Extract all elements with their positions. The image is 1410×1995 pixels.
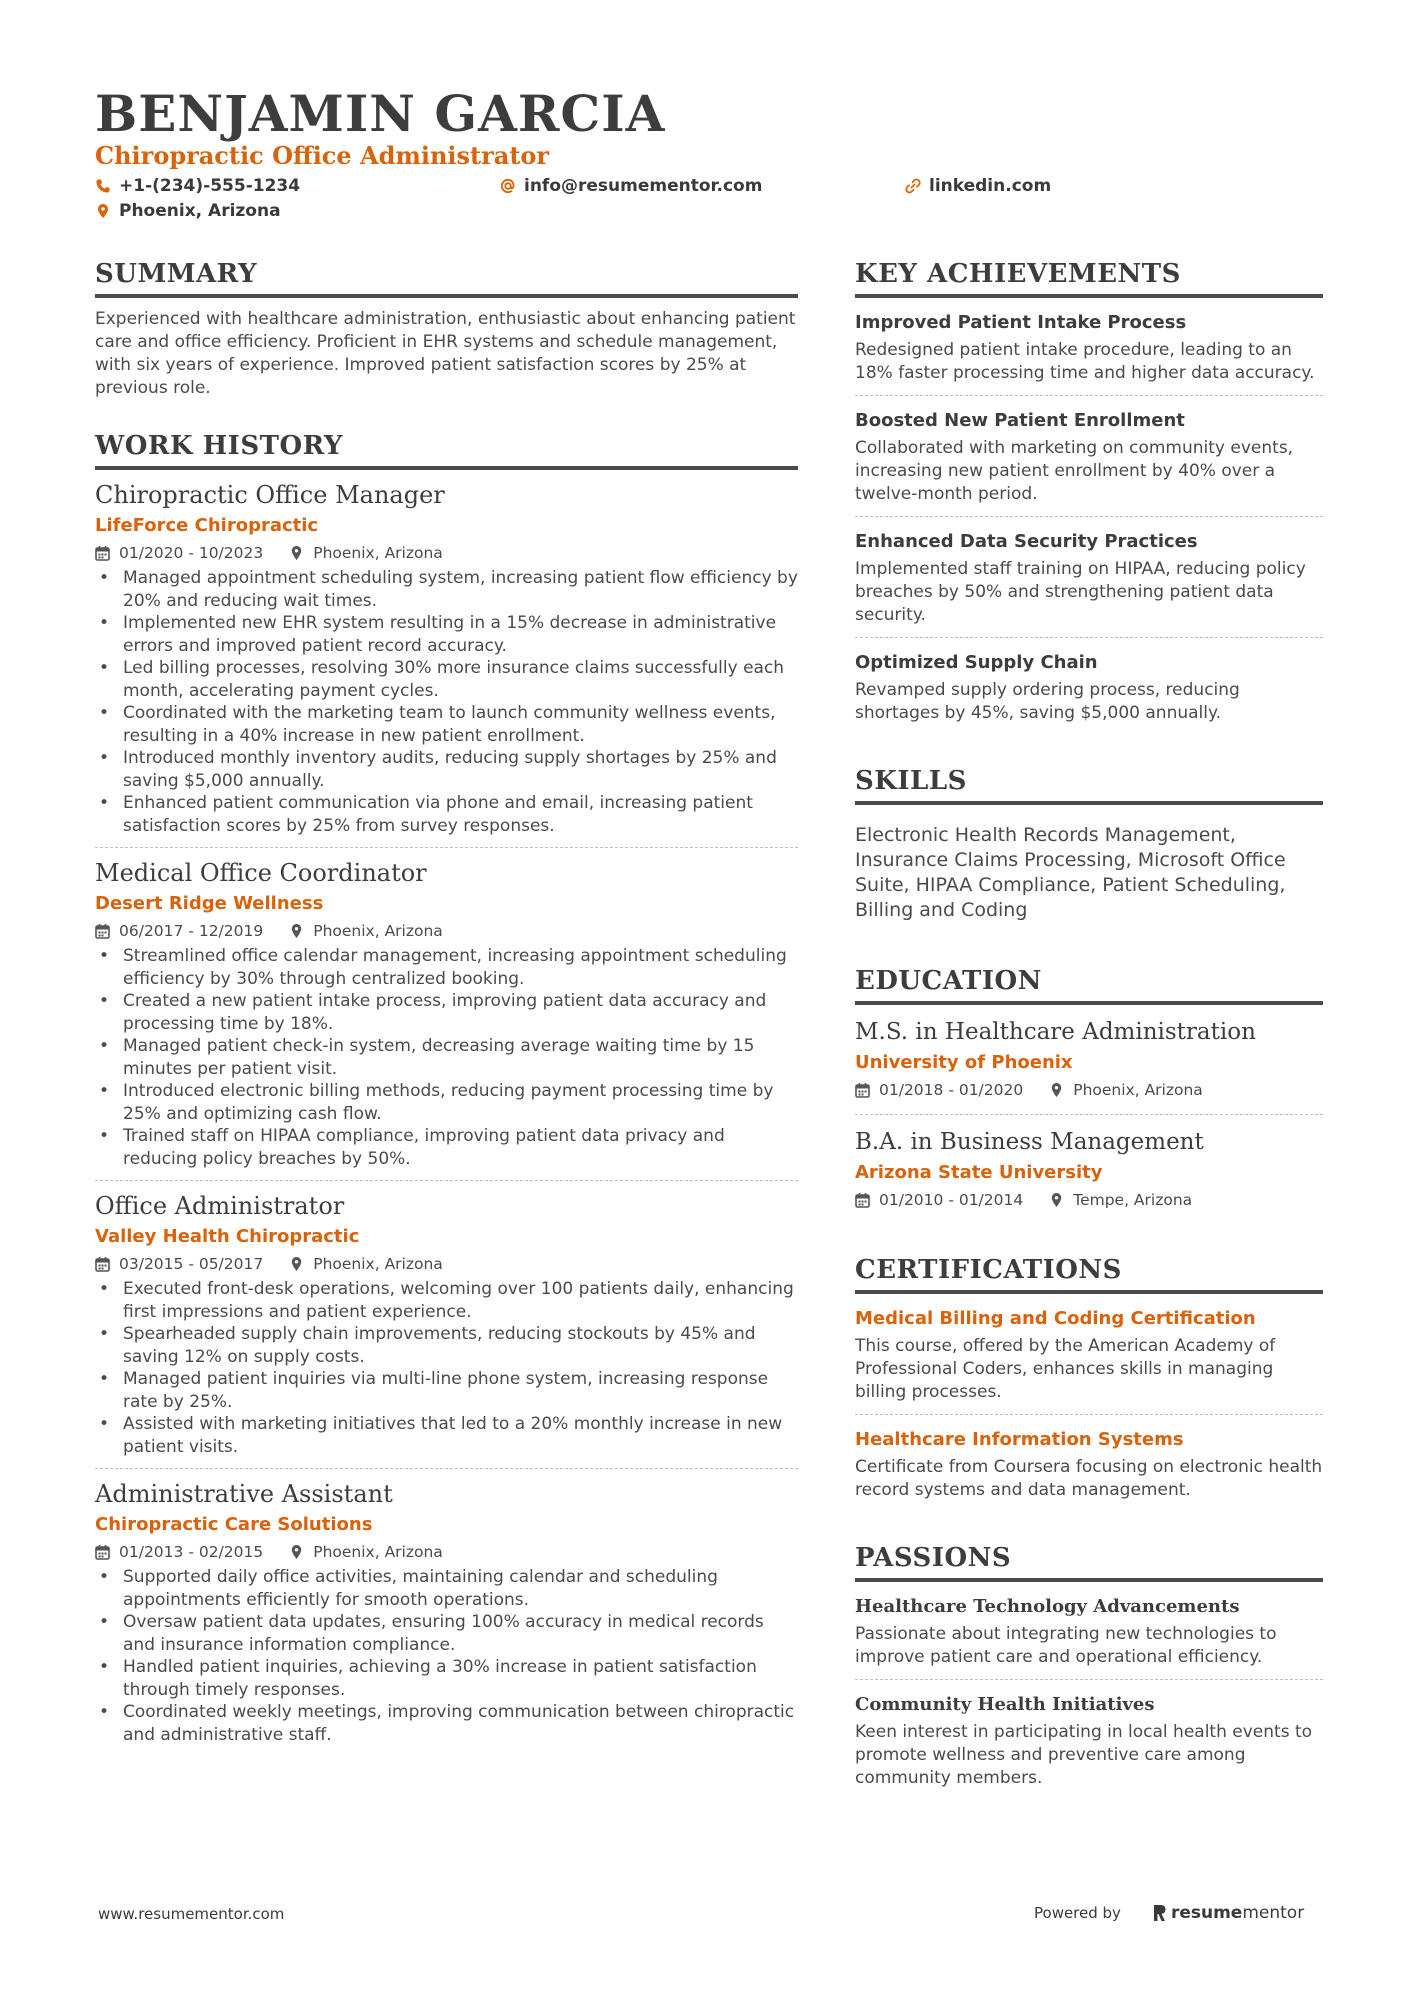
education-heading: EDUCATION (855, 963, 1323, 1005)
location-pin-icon (289, 1544, 304, 1560)
passion-title: Healthcare Technology Advancements (855, 1596, 1240, 1617)
education-list (855, 1005, 1323, 1224)
meta-row (95, 1540, 798, 1564)
job-bullet: • Created a new patient intake process, improving patient data accuracy and processing time by 18%. (95, 990, 798, 1035)
calendar-icon (95, 1544, 110, 1560)
location-text: Phoenix, Arizona (313, 1543, 443, 1561)
company-name: Chiropractic Care Solutions (95, 1514, 373, 1535)
job-bullet: • Trained staff on HIPAA compliance, improving patient data privacy and reducing policy breaches by 50%. (95, 1125, 798, 1170)
date-range: 06/2017 - 12/2019 (119, 922, 264, 940)
brand-prefix: resume (1170, 1903, 1243, 1923)
location-pin-icon (289, 545, 304, 561)
achievements-section (855, 256, 1323, 735)
degree-name: B.A. in Business Management (855, 1129, 1204, 1155)
job-bullet: • Managed patient inquiries via multi-line phone system, increasing response rate by 25%. (95, 1368, 798, 1413)
certifications-section (855, 1252, 1323, 1512)
passion-text: Passionate about integrating new technologies to improve patient care and operational efficiency. (855, 1624, 1277, 1667)
achievement-item (855, 638, 1323, 735)
certification-text: This course, offered by the American Academy of Professional Coders, enhances skills in managing billing processes. (855, 1336, 1276, 1402)
job-bullet: • Introduced monthly inventory audits, reducing supply shortages by 25% and saving $5,000 annually. (95, 747, 798, 792)
job-bullet: • Enhanced patient communication via phone and email, increasing patient satisfaction scores by 25% from survey responses. (95, 792, 798, 837)
location-text: Phoenix, Arizona (1073, 1081, 1203, 1099)
certification-title: Healthcare Information Systems (855, 1429, 1184, 1450)
location-text: Phoenix, Arizona (313, 544, 443, 562)
achievements-heading: KEY ACHIEVEMENTS (855, 256, 1323, 298)
job-bullet: • Handled patient inquiries, achieving a 30% increase in patient satisfaction through timely responses. (95, 1656, 798, 1701)
company-name: Valley Health Chiropractic (95, 1226, 360, 1247)
meta-location (289, 919, 443, 943)
date-range: 01/2018 - 01/2020 (879, 1081, 1024, 1099)
education-entry (855, 1115, 1323, 1224)
contact-location (95, 199, 281, 223)
passion-item (855, 1680, 1323, 1800)
meta-row (95, 919, 798, 943)
job-title: Administrative Assistant (95, 1480, 393, 1508)
passion-text: Keen interest in participating in local health events to promote wellness and preventive care among community members. (855, 1722, 1313, 1788)
meta-location (289, 1540, 443, 1564)
certification-list (855, 1294, 1323, 1512)
job-bullet: • Oversaw patient data updates, ensuring 100% accuracy in medical records and insurance information compliance. (95, 1611, 798, 1656)
skills-heading: SKILLS (855, 763, 1323, 805)
brand-logo[interactable] (1151, 1903, 1304, 1923)
right-column (855, 256, 1323, 1828)
date-range: 01/2020 - 10/2023 (119, 544, 264, 562)
calendar-icon (95, 923, 110, 939)
calendar-icon (95, 545, 110, 561)
location-text: Phoenix, Arizona (313, 1255, 443, 1273)
certification-title: Medical Billing and Coding Certification (855, 1308, 1256, 1329)
job-bullet: • Managed appointment scheduling system, increasing patient flow efficiency by 20% and reducing wait times. (95, 567, 798, 612)
meta-location (1049, 1188, 1192, 1212)
skills-text: Electronic Health Records Management, Insurance Claims Processing, Microsoft Office Suite, HIPAA Compliance, Patient Scheduling, Billing and Coding (855, 824, 1286, 921)
education-section (855, 963, 1323, 1224)
school-name: University of Phoenix (855, 1052, 1073, 1073)
location-pin-icon (1049, 1192, 1064, 1208)
passion-item (855, 1582, 1323, 1680)
achievement-title: Enhanced Data Security Practices (855, 531, 1198, 552)
achievement-item (855, 517, 1323, 638)
contact-linkedin[interactable] (905, 174, 1051, 198)
contact-email[interactable] (500, 174, 762, 198)
achievement-text: Revamped supply ordering process, reducing shortages by 45%, saving $5,000 annually. (855, 680, 1240, 723)
job-bullet: • Led billing processes, resolving 30% more insurance claims successfully each month, accelerating payment cycles. (95, 657, 798, 702)
date-range: 01/2013 - 02/2015 (119, 1543, 264, 1561)
at-icon (500, 178, 516, 194)
achievement-title: Improved Patient Intake Process (855, 312, 1187, 333)
email-link[interactable]: info@resumementor.com (524, 176, 763, 196)
meta-location (1049, 1078, 1203, 1102)
skills-section (855, 763, 1323, 923)
job-list (95, 470, 798, 1756)
meta-location (289, 1252, 443, 1276)
location-pin-icon (1049, 1082, 1064, 1098)
meta-location (289, 541, 443, 565)
location-pin-icon (95, 203, 111, 219)
passions-section (855, 1540, 1323, 1800)
achievement-text: Collaborated with marketing on community events, increasing new patient enrollment by 40% over a twelve-month period. (855, 438, 1294, 504)
powered-by (1034, 1903, 1304, 1923)
achievement-item (855, 396, 1323, 517)
summary-section (95, 256, 798, 400)
calendar-icon (95, 1256, 110, 1272)
job-entry (95, 848, 798, 1181)
job-bullet: • Introduced electronic billing methods, reducing payment processing time by 25% and optimizing cash flow. (95, 1080, 798, 1125)
powered-by-label: Powered by (1034, 1904, 1121, 1922)
achievement-title: Optimized Supply Chain (855, 652, 1098, 673)
school-name: Arizona State University (855, 1162, 1103, 1183)
resumementor-logo-icon (1151, 1903, 1167, 1923)
footer-website[interactable]: www.resumementor.com (98, 1905, 285, 1923)
job-bullet: • Coordinated with the marketing team to launch community wellness events, resulting in a 40% increase in new patient enrollment. (95, 702, 798, 747)
phone-text: +1-(234)-555-1234 (119, 176, 301, 196)
certification-item (855, 1415, 1323, 1512)
date-range: 01/2010 - 01/2014 (879, 1191, 1024, 1209)
certification-text: Certificate from Coursera focusing on electronic health record systems and data management. (855, 1457, 1323, 1500)
job-bullets (95, 1566, 798, 1746)
job-entry (95, 1469, 798, 1756)
date-range: 03/2015 - 05/2017 (119, 1255, 264, 1273)
certification-item (855, 1294, 1323, 1415)
achievement-item (855, 298, 1323, 396)
job-bullet: • Managed patient check-in system, decreasing average waiting time by 15 minutes per patient visit. (95, 1035, 798, 1080)
job-entry (95, 470, 798, 848)
location-text: Phoenix, Arizona (119, 201, 281, 221)
meta-row (95, 1252, 798, 1276)
location-text: Phoenix, Arizona (313, 922, 443, 940)
job-bullet: • Streamlined office calendar management, increasing appointment scheduling efficiency by 30% through centralized booking. (95, 945, 798, 990)
job-title: Medical Office Coordinator (95, 859, 427, 887)
job-bullets (95, 945, 798, 1170)
achievement-list (855, 298, 1323, 735)
job-bullet: • Spearheaded supply chain improvements, reducing stockouts by 45% and saving 12% on supply costs. (95, 1323, 798, 1368)
achievement-text: Implemented staff training on HIPAA, reducing policy breaches by 50% and strengthening patient data security. (855, 559, 1306, 625)
location-pin-icon (289, 1256, 304, 1272)
job-bullet: • Supported daily office activities, maintaining calendar and scheduling appointments efficiently for smooth operations. (95, 1566, 798, 1611)
job-bullet: • Executed front-desk operations, welcoming over 100 patients daily, enhancing first impressions and patient experience. (95, 1278, 798, 1323)
achievement-text: Redesigned patient intake procedure, leading to an 18% faster processing time and higher data accuracy. (855, 340, 1315, 383)
location-pin-icon (289, 923, 304, 939)
job-bullet: • Coordinated weekly meetings, improving communication between chiropractic and administrative staff. (95, 1701, 798, 1746)
summary-heading: SUMMARY (95, 256, 798, 298)
job-bullets (95, 1278, 798, 1458)
work-history-section (95, 428, 798, 1756)
achievement-title: Boosted New Patient Enrollment (855, 410, 1185, 431)
company-name: LifeForce Chiropractic (95, 515, 319, 536)
contact-phone (95, 174, 300, 198)
job-bullets (95, 567, 798, 837)
meta-row (855, 1188, 1323, 1212)
meta-row (95, 541, 798, 565)
link-icon (905, 178, 921, 194)
work-history-heading: WORK HISTORY (95, 428, 798, 470)
passion-title: Community Health Initiatives (855, 1694, 1155, 1715)
certifications-heading: CERTIFICATIONS (855, 1252, 1323, 1294)
meta-row (855, 1078, 1323, 1102)
job-entry (95, 1181, 798, 1469)
job-title: Office Administrator (95, 1192, 345, 1220)
linkedin-link[interactable]: linkedin.com (929, 176, 1052, 196)
calendar-icon (855, 1192, 870, 1208)
job-bullet: • Assisted with marketing initiatives that led to a 20% monthly increase in new patient visits. (95, 1413, 798, 1458)
candidate-title: Chiropractic Office Administrator (95, 141, 550, 170)
job-bullet: • Implemented new EHR system resulting in a 15% decrease in administrative errors and improved patient record accuracy. (95, 612, 798, 657)
location-text: Tempe, Arizona (1073, 1191, 1193, 1209)
passion-list (855, 1582, 1323, 1800)
education-entry (855, 1005, 1323, 1115)
left-column (95, 256, 798, 1784)
calendar-icon (855, 1082, 870, 1098)
company-name: Desert Ridge Wellness (95, 893, 324, 914)
phone-icon (95, 178, 111, 194)
brand-suffix: mentor (1242, 1903, 1305, 1923)
summary-text: Experienced with healthcare administration, enthusiastic about enhancing patient care and office efficiency. Proficient in EHR systems and schedule management, with six years of experience. Improved patient satisfaction scores by 25% at previous role. (95, 309, 796, 398)
degree-name: M.S. in Healthcare Administration (855, 1019, 1256, 1045)
job-title: Chiropractic Office Manager (95, 481, 445, 509)
candidate-name: BENJAMIN GARCIA (95, 84, 666, 143)
passions-heading: PASSIONS (855, 1540, 1323, 1582)
